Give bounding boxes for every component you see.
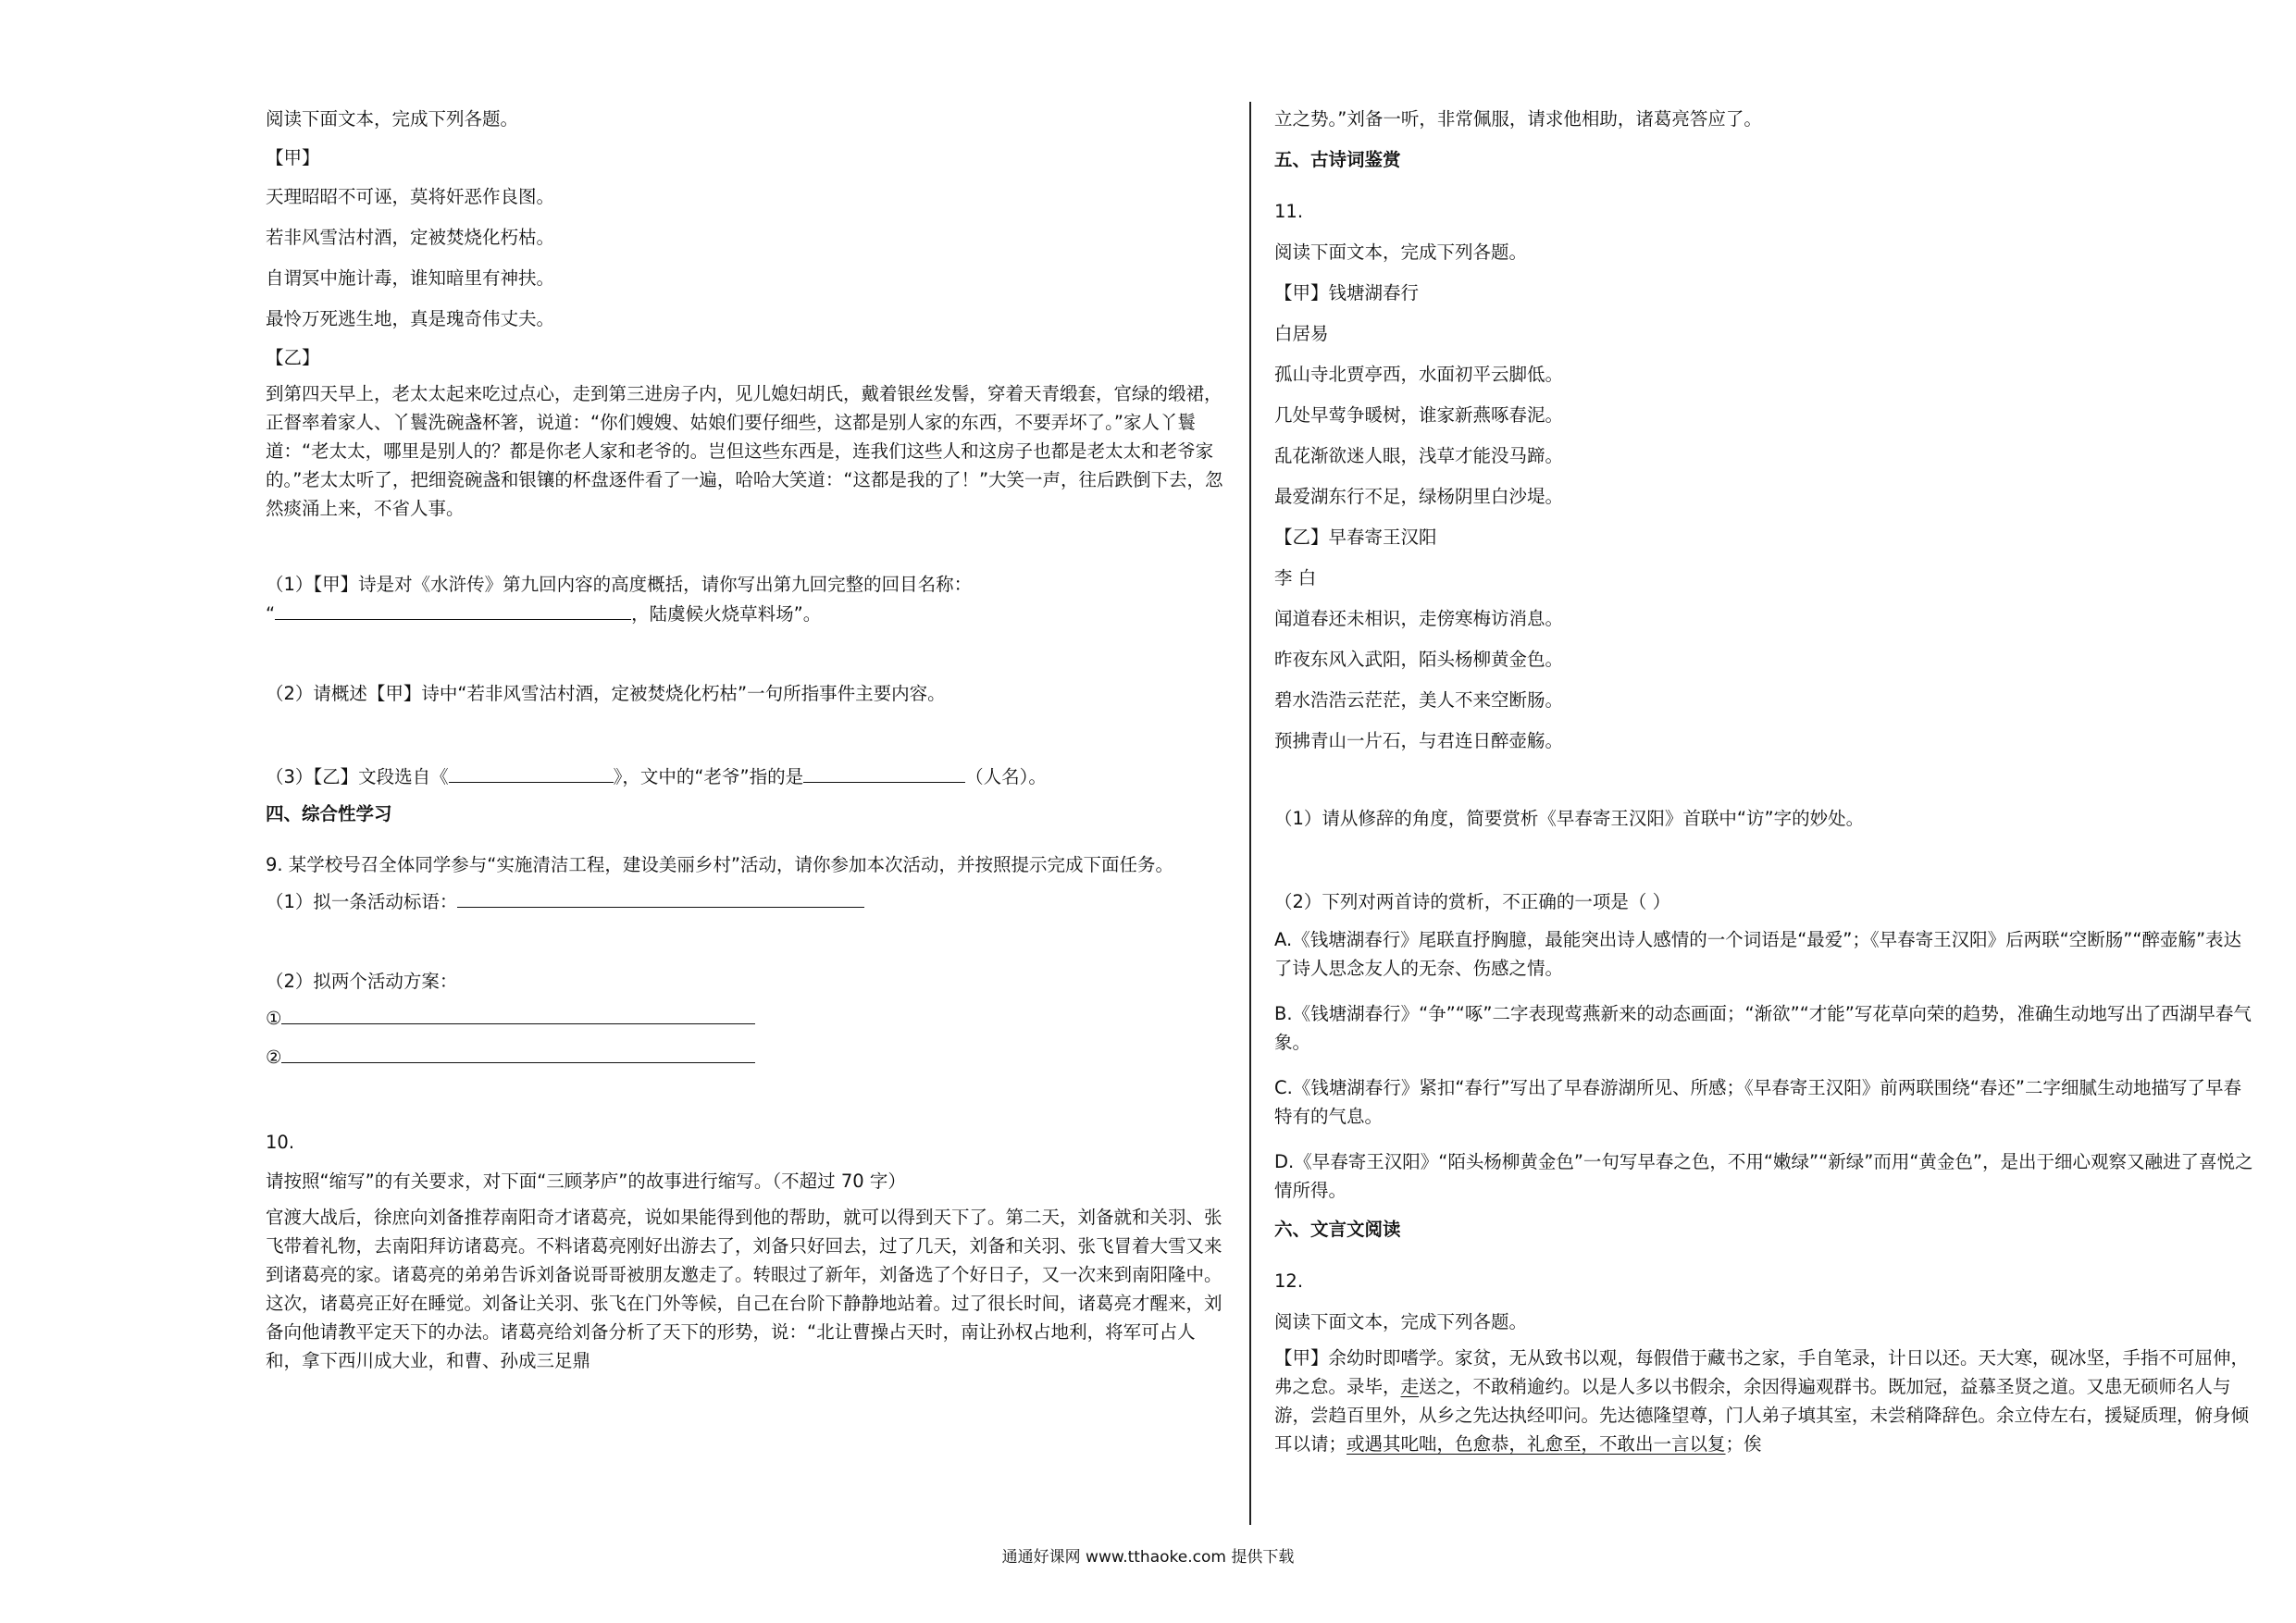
question-11-1: （1）请从修辞的角度，简要赏析《早春寄王汉阳》首联中“访”字的妙处。 [1274,808,1865,829]
poem-line: 几处早莺争暖树，谁家新燕啄春泥。 [1274,404,1564,426]
story-passage-end: 立之势。”刘备一听，非常佩服，请求他相助，诸葛亮答应了。 [1274,108,1762,130]
answer-blank-slogan[interactable] [457,890,864,908]
question-1: （1）【甲】诗是对《水浒传》第九回内容的高度概括，请你写出第九回完整的回目名称： [266,574,973,595]
poem-line: 闻道春还未相识，走傍寒梅访消息。 [1274,608,1564,629]
right-column [1274,104,2253,1458]
poem-line: 孤山寺北贾亭西，水面初平云脚低。 [1274,364,1564,385]
question-11-2: （2）下列对两首诗的赏析，不正确的一项是（ ） [1274,891,1671,912]
section-heading-5: 五、古诗词鉴赏 [1274,149,1401,170]
question-11-number: 11. [1274,201,1304,222]
reading-instruction: 阅读下面文本，完成下列各题。 [1274,242,1528,263]
poem-line: 天理昭昭不可诬，莫将奸恶作良图。 [266,186,555,207]
question-10-number: 10. [266,1132,295,1153]
underlined-sentence: 或遇其叱咄，色愈恭，礼愈至，不敢出一言以复 [1347,1433,1726,1455]
section-heading-4: 四、综合性学习 [266,803,392,824]
poem-line: 昨夜东风入武阳，陌头杨柳黄金色。 [1274,649,1564,670]
option-d[interactable]: D.《早春寄王汉阳》“陌头杨柳黄金色”一句写早春之色，不用“嫩绿”“新绿”而用“黄金色”，是出于细心观察又融进了喜悦之情所得。 [1274,1151,2253,1201]
page-footer: 通通好课网 www.tthaoke.com 提供下载 [1001,1548,1295,1567]
poem-2-title: 【乙】早春寄王汉阳 [1274,527,1437,548]
question-9: 9. 某学校号召全体同学参与“实施清洁工程，建设美丽乡村”活动，请你参加本次活动，并按照提示完成下面任务。 [266,854,1174,875]
poem-1-author: 白居易 [1274,323,1329,344]
reading-instruction-2: 阅读下面文本，完成下列各题。 [1274,1311,1528,1332]
poem-line: 预拂青山一片石，与君连日醉壶觞。 [1274,730,1564,751]
section-label-jia: 【甲】 [266,147,320,168]
answer-blank-person-name[interactable] [803,765,965,783]
option-b[interactable]: B.《钱塘湖春行》“争”“啄”二字表现莺燕新来的动态画面；“渐欲”“才能”写花草向荣的趋势，准确生动地写出了西湖早春气象。 [1274,1003,2252,1053]
answer-blank-chapter-title[interactable] [275,602,631,620]
passage-yi: 到第四天早上，老太太起来吃过点心，走到第三进房子内，见儿媳妇胡氏，戴着银丝发髻，穿着天青缎套，官绿的缎裙，正督率着家人、丫鬟洗碗盏杯箸，说道：“你们嫂嫂、姑娘们要仔细些，这都是别人家的东西，不要弄坏了。”家人丫鬟道：“老太太，哪里是别人的？都是你老人家和老爷的。岂但这些东西是，连我们这些人和这房子也都是老太太和老爷家的。”老太太听了，把细瓷碗盏和银镶的杯盘逐件看了一遍，哈哈大笑道：“这都是我的了！”大笑一声，往后跌倒下去，忽然痰涌上来，不省人事。 [266,383,1223,519]
poem-line: 若非风雪沽村酒，定被焚烧化朽枯。 [266,227,555,248]
question-12-number: 12. [1274,1270,1304,1292]
underlined-word: 走 [1400,1376,1420,1397]
answer-blank-plan-2[interactable] [281,1046,755,1063]
question-9-1: （1）拟一条活动标语： [266,886,1228,918]
column-divider [1249,102,1251,1525]
answer-blank-book-title[interactable] [449,765,614,783]
story-passage: 官渡大战后，徐庶向刘备推荐南阳奇才诸葛亮，说如果能得到他的帮助，就可以得到天下了。第二天，刘备就和关羽、张飞带着礼物，去南阳拜访诸葛亮。不料诸葛亮刚好出游去了，刘备只好回去，过了几天，刘备和关羽、张飞冒着大雪又来到诸葛亮的家。诸葛亮的弟弟告诉刘备说哥哥被朋友邀走了。转眼过了新年，刘备选了个好日子，又一次来到南阳隆中。这次，诸葛亮正好在睡觉。刘备让关羽、张飞在门外等候，自己在台阶下静静地站着。过了很长时间，诸葛亮才醒来，刘备向他请教平定天下的办法。诸葛亮给刘备分析了天下的形势，说：“北让曹操占天时，南让孙权占地利，将军可占人和，拿下西川成大业，和曹、孙成三足鼎 [266,1207,1222,1371]
poem-line: 碧水浩浩云茫茫，美人不来空断肠。 [1274,689,1564,711]
poem-2-author: 李 白 [1274,567,1317,588]
plan-2-line: ② [266,1042,1228,1073]
left-column [266,104,1228,1375]
question-1-answer-line: “ ，陆虞候火烧草料场”。 [266,603,822,625]
poem-1-title: 【甲】钱塘湖春行 [1274,282,1420,304]
reading-instruction: 阅读下面文本，完成下列各题。 [266,108,519,130]
poem-line: 最爱湖东行不足，绿杨阴里白沙堤。 [1274,486,1564,507]
plan-1-line: ① [266,1003,1228,1035]
poem-line: 最怜万死逃生地，真是瑰奇伟丈夫。 [266,308,555,329]
option-a[interactable]: A.《钱塘湖春行》尾联直抒胸臆，最能突出诗人感情的一个词语是“最爱”；《早春寄王汉阳》后两联“空断肠”“醉壶觞”表达了诗人思念友人的无奈、伤感之情。 [1274,929,2242,979]
question-3: （3）【乙】文段选自《 》，文中的“老爷”指的是 （人名）。 [266,766,1047,787]
option-c[interactable]: C.《钱塘湖春行》紧扣“春行”写出了早春游湖所见、所感；《早春寄王汉阳》前两联围绕“春还”二字细腻生动地描写了早春特有的气息。 [1274,1077,2241,1127]
poem-line: 乱花渐欲迷人眼，浅草才能没马蹄。 [1274,445,1564,466]
question-2: （2）请概述【甲】诗中“若非风雪沽村酒，定被焚烧化朽枯”一句所指事件主要内容。 [266,683,946,704]
answer-blank-plan-1[interactable] [281,1007,755,1024]
section-label-yi: 【乙】 [266,347,320,368]
question-9-2: （2）拟两个活动方案： [266,971,458,992]
question-10: 请按照“缩写”的有关要求，对下面“三顾茅庐”的故事进行缩写。（不超过 70 字） [266,1171,906,1192]
section-heading-6: 六、文言文阅读 [1274,1219,1401,1240]
classical-passage-jia: 【甲】余幼时即嗜学。家贫，无从致书以观，每假借于藏书之家，手自笔录，计日以还。天大寒，砚冰坚，手指不可屈伸，弗之怠。录毕，走送之，不敢稍逾约。以是人多以书假余，余因得遍观群书。既加冠，益慕圣贤之道。又患无硕师名人与游，尝趋百里外，从乡之先达执经叩问。先达德隆望尊，门人弟子填其室，未尝稍降辞色。余立侍左右，援疑质理，俯身倾耳以请；或遇其叱咄，色愈恭，礼愈至，不敢出一言以复；俟 [1274,1347,2250,1455]
poem-jia [266,181,1228,335]
poem-line: 自谓冥中施计毒，谁知暗里有神扶。 [266,267,555,289]
